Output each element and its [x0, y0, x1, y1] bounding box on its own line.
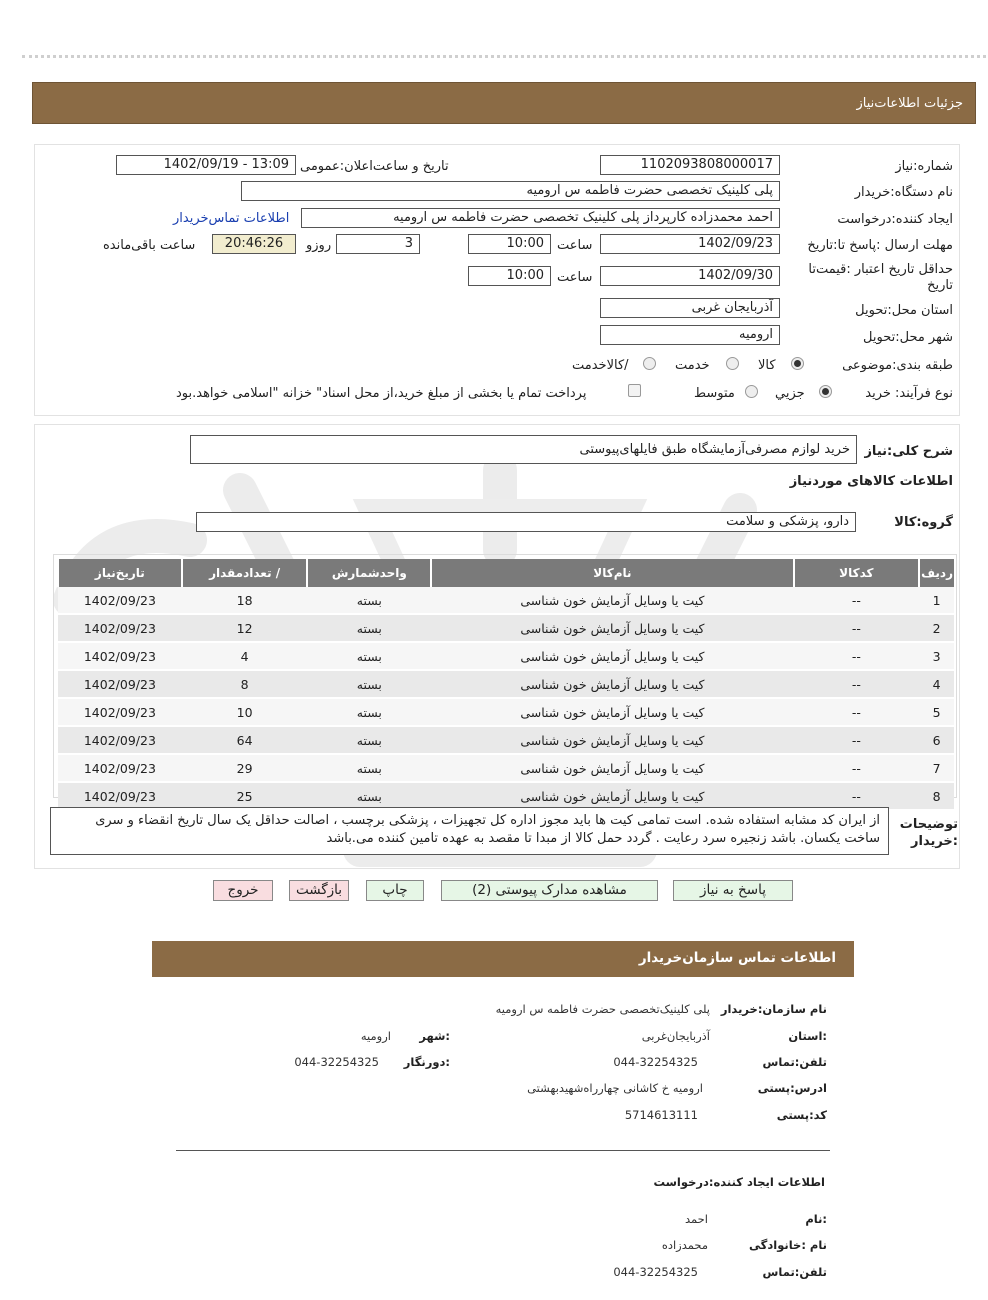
province-label: استان محل:تحویل	[855, 303, 953, 318]
quantity-cell: 64	[182, 726, 308, 754]
validity-time-label: ساعت	[557, 270, 593, 285]
table-row	[58, 698, 954, 726]
col-goods-name: نام‌کالا	[431, 559, 793, 587]
validity-label: حداقل تاریخ اعتبار :قیمت‌تا تاریخ	[808, 262, 953, 293]
creator-name-label: :نام	[805, 1212, 827, 1226]
creator-family-value: محمدزاده	[661, 1238, 708, 1252]
org-name-label: نام سازمان:خریدار	[720, 1002, 827, 1016]
quantity-cell: 8	[182, 670, 308, 698]
back-button[interactable]: بازگشت	[289, 880, 349, 901]
contact-divider	[176, 1150, 830, 1151]
process-type-label: نوع فرآیند: خرید	[865, 386, 953, 401]
contact-province-value: آذربایجان‌غربی	[641, 1029, 710, 1043]
need-number-field: 1102093808000017	[600, 155, 780, 175]
unit-cell: بسته	[307, 670, 431, 698]
creator-label: ایجاد کننده:درخواست	[837, 212, 953, 227]
contact-city-label: :شهر	[419, 1029, 450, 1043]
goods-code-cell: --	[794, 614, 920, 642]
goods-code-cell: --	[794, 670, 920, 698]
quantity-cell: 25	[182, 782, 308, 810]
top-dotted-divider	[22, 55, 986, 58]
goods-code-cell: --	[794, 782, 920, 810]
announce-label: تاریخ و ساعت‌اعلان:عمومی	[300, 159, 449, 174]
creator-name-value: احمد	[685, 1212, 708, 1226]
contact-city-value: ارومیه	[360, 1029, 391, 1043]
table-row	[58, 782, 954, 810]
need-date-cell: 1402/09/23	[58, 782, 182, 810]
print-button[interactable]: چاپ	[366, 880, 424, 901]
table-row	[58, 726, 954, 754]
col-unit: واحدشمارش	[307, 559, 431, 587]
unit-cell: بسته	[307, 726, 431, 754]
table-row	[58, 587, 954, 614]
category-goods-label: کالا	[758, 358, 776, 373]
row-number-cell: 4	[919, 670, 954, 698]
process-medium-label: متوسط	[694, 386, 735, 401]
unit-cell: بسته	[307, 698, 431, 726]
reply-button[interactable]: پاسخ به نیاز	[673, 880, 793, 901]
remaining-time-field: 20:46:26	[212, 234, 296, 254]
quantity-cell: 18	[182, 587, 308, 614]
goods-name-cell: کیت یا وسایل آزمایش خون شناسی	[431, 670, 793, 698]
goods-code-cell: --	[794, 587, 920, 614]
unit-cell: بسته	[307, 782, 431, 810]
announce-field: 1402/09/19 - 13:09	[116, 155, 296, 175]
buyer-label: نام دستگاه:خریدار	[854, 185, 953, 200]
goods-name-cell: کیت یا وسایل آزمایش خون شناسی	[431, 642, 793, 670]
page-title: جزئیات اطلاعات‌نیاز	[856, 96, 963, 111]
goods-name-cell: کیت یا وسایل آزمایش خون شناسی	[431, 698, 793, 726]
category-mixed-radio[interactable]	[643, 357, 656, 370]
contact-phone-value: 044-32254325	[613, 1055, 698, 1069]
goods-group-label: گروه:کالا	[894, 515, 953, 530]
creator-info-heading: اطلاعات ایجاد کننده:درخواست	[653, 1175, 825, 1189]
deadline-time-label: ساعت	[557, 238, 593, 253]
row-number-cell: 8	[919, 782, 954, 810]
contact-province-label: :استان	[788, 1029, 827, 1043]
contact-postal-value: 5714613111	[624, 1108, 698, 1122]
contact-postal-label: کد:پستی	[776, 1108, 827, 1122]
col-row-number: ردیف	[919, 559, 954, 587]
buyer-contact-link[interactable]: اطلاعات تماس‌خریدار	[173, 211, 290, 226]
goods-name-cell: کیت یا وسایل آزمایش خون شناسی	[431, 754, 793, 782]
creator-phone-label: تلفن:تماس	[762, 1265, 827, 1279]
table-header-row	[58, 559, 954, 587]
need-date-cell: 1402/09/23	[58, 670, 182, 698]
buyer-notes-box: از ایران کد مشابه استفاده شده. است تمامی کیت ها باید مجوز اداره کل تجهیزات ، پزشکی برچسب ، اصالت حداقل یک سال تاریخ انقضاء و سری ساخت یکسان. باشد زنجیره سرد رعایت . گردد حمل کالا از مبدا تا مقصد به عهده تامین کننده می.باشد	[50, 807, 889, 855]
goods-name-cell: کیت یا وسایل آزمایش خون شناسی	[431, 782, 793, 810]
validity-date-field: 1402/09/30	[600, 266, 780, 286]
table-row	[58, 670, 954, 698]
buyer-contact-header	[152, 941, 854, 977]
row-number-cell: 5	[919, 698, 954, 726]
table-row	[58, 642, 954, 670]
page-header-bar	[32, 82, 976, 124]
need-date-cell: 1402/09/23	[58, 754, 182, 782]
table-row	[58, 614, 954, 642]
buyer-field: پلی کلینیک تخصصی حضرت فاطمه س ارومیه	[241, 181, 780, 201]
category-mixed-label: /کالاخدمت	[572, 358, 629, 373]
city-field: ارومیه	[600, 325, 780, 345]
process-minor-label: جزیي	[775, 386, 805, 401]
need-date-cell: 1402/09/23	[58, 587, 182, 614]
days-label: روزو	[306, 238, 332, 253]
contact-fax-label: :دورنگار	[403, 1055, 450, 1069]
process-minor-radio[interactable]	[819, 385, 832, 398]
quantity-cell: 10	[182, 698, 308, 726]
quantity-cell: 4	[182, 642, 308, 670]
row-number-cell: 3	[919, 642, 954, 670]
exit-button[interactable]: خروج	[213, 880, 273, 901]
deadline-date-field: 1402/09/23	[600, 234, 780, 254]
contact-address-value: ارومیه خ کاشانی چهارراه‌شهیدبهشتی	[527, 1081, 703, 1095]
row-number-cell: 7	[919, 754, 954, 782]
buyer-notes-label: توضیحات :خریدار	[899, 817, 958, 849]
contact-fax-value: 044-32254325	[294, 1055, 379, 1069]
goods-info-heading: اطلاعات کالاهای مورد‌نیاز	[789, 474, 953, 489]
description-field: خرید لوازم مصرفی‌آزمایشگاه طبق فایلهای‌پیوستی	[190, 435, 857, 464]
need-date-cell: 1402/09/23	[58, 614, 182, 642]
description-label: شرح کلی:نیاز	[864, 444, 953, 459]
org-name-value: پلی کلینیک‌تخصصی حضرت فاطمه س ارومیه	[495, 1002, 710, 1016]
need-date-cell: 1402/09/23	[58, 698, 182, 726]
row-number-cell: 1	[919, 587, 954, 614]
quantity-cell: 12	[182, 614, 308, 642]
contact-address-label: ادرس:پستی	[757, 1081, 827, 1095]
goods-name-cell: کیت یا وسایل آزمایش خون شناسی	[431, 614, 793, 642]
unit-cell: بسته	[307, 587, 431, 614]
deadline-label: مهلت ارسال :پاسخ تا:تاریخ	[807, 238, 953, 253]
col-goods-code: کدکالا	[794, 559, 920, 587]
creator-family-label: نام :خانوادگی	[749, 1238, 827, 1252]
creator-phone-value: 044-32254325	[613, 1265, 698, 1279]
goods-table	[57, 559, 954, 811]
goods-name-cell: کیت یا وسایل آزمایش خون شناسی	[431, 726, 793, 754]
need-number-label: شماره:نیاز	[895, 159, 953, 174]
goods-code-cell: --	[794, 726, 920, 754]
need-date-cell: 1402/09/23	[58, 726, 182, 754]
contact-phone-label: تلفن:تماس	[762, 1055, 827, 1069]
view-attachments-button[interactable]: مشاهده مدارک پیوستی (2)	[441, 880, 658, 901]
unit-cell: بسته	[307, 754, 431, 782]
unit-cell: بسته	[307, 642, 431, 670]
buyer-contact-title: اطلاعات تماس سازمان‌خریدار	[638, 950, 836, 966]
remaining-time-label: ساعت باقی‌مانده	[103, 238, 196, 253]
process-medium-radio[interactable]	[745, 385, 758, 398]
row-number-cell: 2	[919, 614, 954, 642]
need-date-cell: 1402/09/23	[58, 642, 182, 670]
unit-cell: بسته	[307, 614, 431, 642]
city-label: شهر محل:تحویل	[863, 330, 953, 345]
table-row	[58, 754, 954, 782]
creator-field: احمد محمدزاده کارپرداز پلی کلینیک تخصصی حضرت فاطمه س ارومیه	[301, 208, 780, 228]
category-service-radio[interactable]	[726, 357, 739, 370]
row-number-cell: 6	[919, 726, 954, 754]
treasury-payment-checkbox[interactable]	[628, 384, 641, 397]
goods-name-cell: کیت یا وسایل آزمایش خون شناسی	[431, 587, 793, 614]
category-label: طبقه بندی:موضوعی	[842, 358, 953, 373]
goods-code-cell: --	[794, 698, 920, 726]
validity-time-field: 10:00	[468, 266, 551, 286]
category-service-label: خدمت	[675, 358, 710, 373]
province-field: آذربایجان غربی	[600, 298, 780, 318]
treasury-payment-note: پرداخت تمام یا بخشی از مبلغ خرید،از محل اسناد" خزانه "اسلامی خواهد.بود	[176, 386, 587, 401]
days-field: 3	[336, 234, 420, 254]
goods-code-cell: --	[794, 754, 920, 782]
category-goods-radio[interactable]	[791, 357, 804, 370]
goods-code-cell: --	[794, 642, 920, 670]
col-need-date: تاریخ‌نیاز	[58, 559, 182, 587]
quantity-cell: 29	[182, 754, 308, 782]
deadline-time-field: 10:00	[468, 234, 551, 254]
goods-group-field: دارو، پزشکی و سلامت	[196, 512, 856, 532]
col-quantity: / تعدادمقدار	[182, 559, 308, 587]
